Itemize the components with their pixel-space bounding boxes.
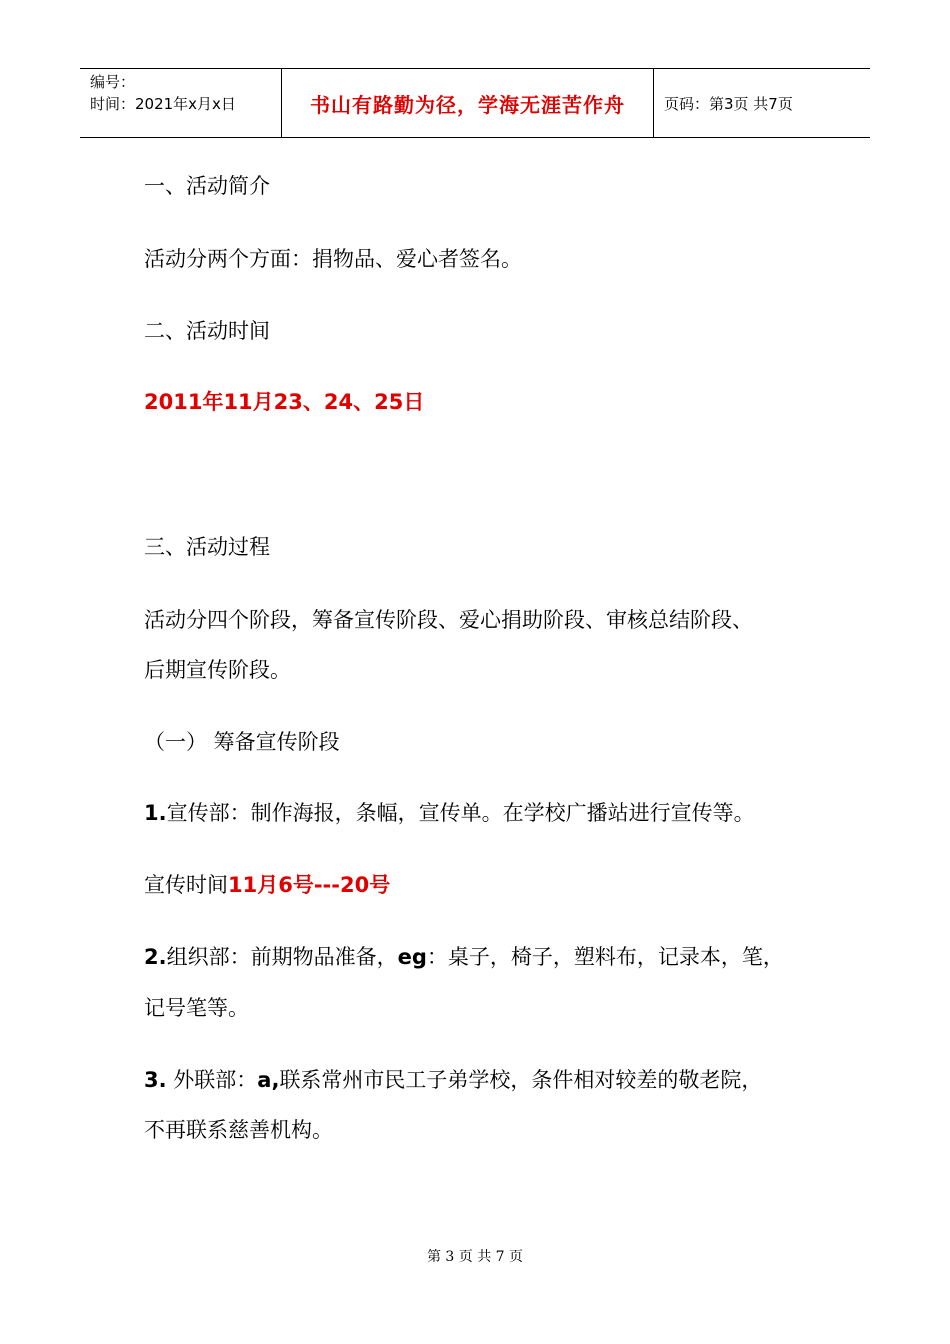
item-2-eg: eg <box>397 945 427 969</box>
section-1-text: 活动分两个方面：捐物品、爱心者签名。 <box>144 247 522 271</box>
section-3-text-line-1: 活动分四个阶段，筹备宣传阶段、爱心捐助阶段、审核总结阶段、 <box>144 608 753 632</box>
section-3-title: 三、活动过程 <box>144 535 270 559</box>
item-3 <box>144 1064 762 1094</box>
item-3-number: 3. <box>144 1068 167 1092</box>
promo-time-label: 宣传时间 <box>144 873 228 897</box>
item-2-number: 2. <box>144 945 167 969</box>
promo-time <box>144 869 390 899</box>
time-label: 时间：2021年x月x日 <box>90 95 236 113</box>
item-2-text-b: ：桌子，椅子，塑料布，记录本，笔， <box>426 945 784 969</box>
item-3-text-a: 外联部： <box>166 1068 258 1092</box>
number-label: 编号： <box>90 73 136 91</box>
item-3-line-2: 不再联系慈善机构。 <box>144 1118 333 1142</box>
item-1-number: 1. <box>144 801 167 825</box>
item-3-text-b: 联系常州市民工子弟学校，条件相对较差的敬老院， <box>279 1068 763 1092</box>
item-2-text-a: 组织部：前期物品准备， <box>166 945 398 969</box>
item-1-text: 宣传部：制作海报，条幅，宣传单。在学校广播站进行宣传等。 <box>166 801 755 825</box>
stage-1-title: （一） 筹备宣传阶段 <box>144 730 340 754</box>
item-3-a: a, <box>257 1068 280 1092</box>
header-page-info: 页码：第3页 共7页 <box>664 94 793 113</box>
promo-time-dates: 11月6号---20号 <box>228 873 391 897</box>
section-1-title: 一、活动简介 <box>144 174 270 198</box>
item-2-line-2: 记号笔等。 <box>144 996 249 1020</box>
header-motto: 书山有路勤为径，学海无涯苦作舟 <box>282 69 654 137</box>
page-footer: 第 3 页 共 7 页 <box>426 1249 524 1265</box>
header-left-cell <box>80 69 282 137</box>
section-2-title: 二、活动时间 <box>144 319 270 343</box>
item-2 <box>144 941 784 971</box>
item-1 <box>144 797 755 827</box>
section-3-text-line-2: 后期宣传阶段。 <box>144 658 291 682</box>
activity-date: 2011年11月23、24、25日 <box>144 390 425 414</box>
document-header <box>80 68 870 138</box>
